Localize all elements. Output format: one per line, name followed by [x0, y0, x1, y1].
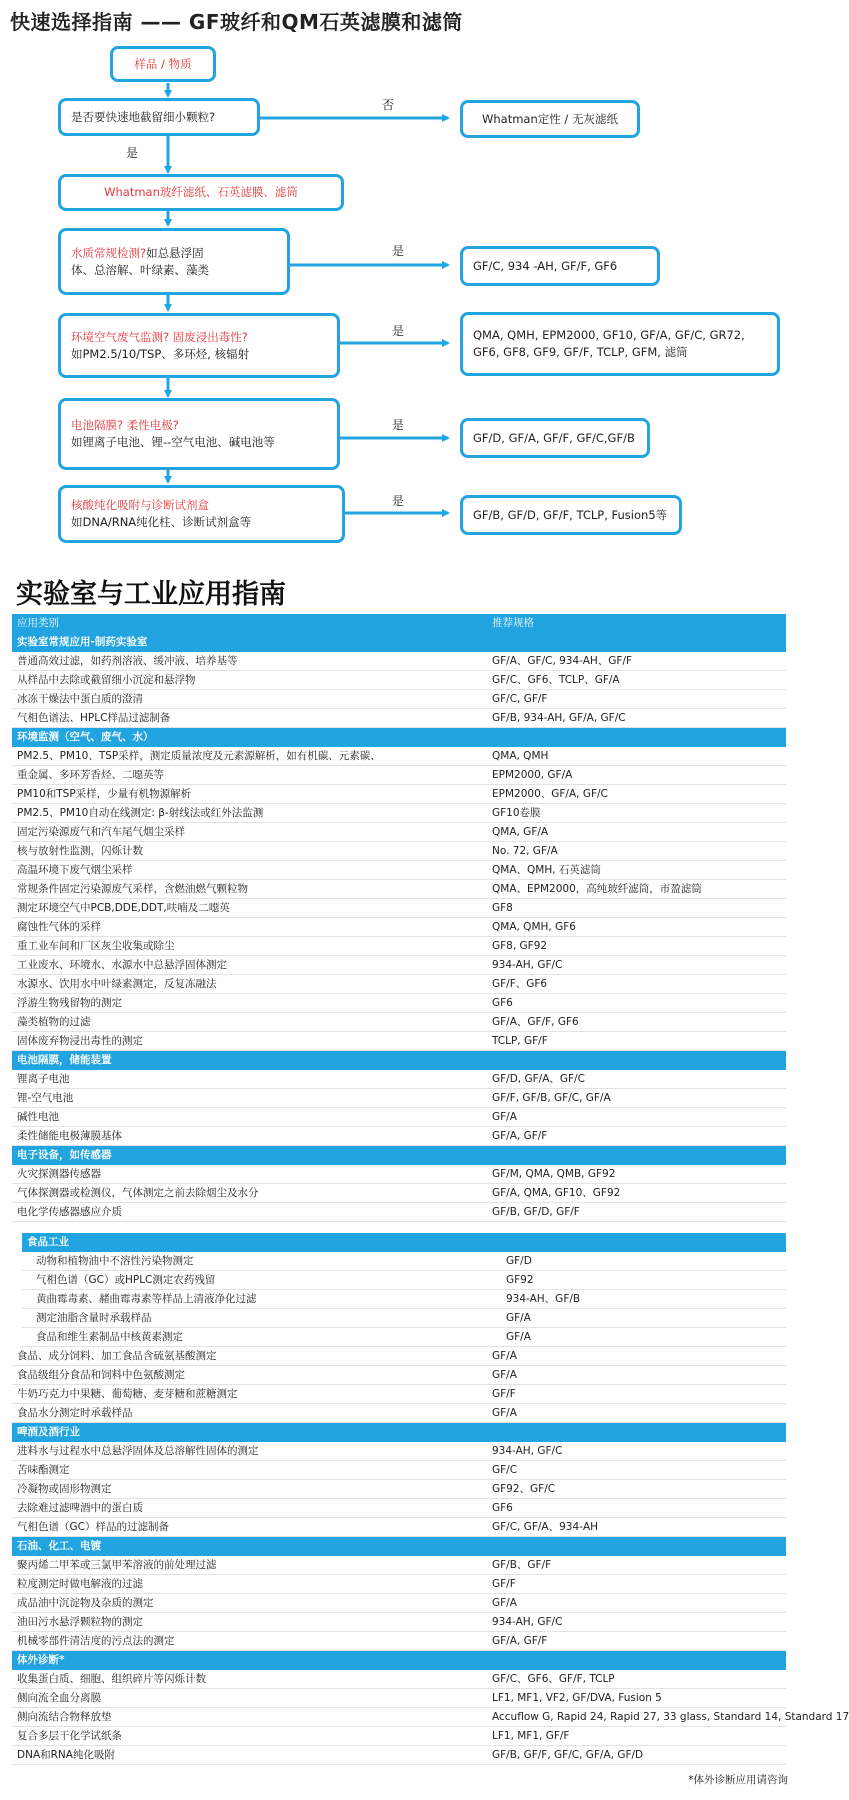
- no-result-label: Whatman定性 / 无灰滤纸: [482, 111, 618, 126]
- cell-spec: LF1, MF1, VF2, GF/DVA, Fusion 5: [492, 1692, 662, 1704]
- cell-application: 重金属、多环芳香烃、二噁英等: [17, 769, 164, 781]
- cell-spec: GF/B, GF/D, GF/F: [492, 1206, 580, 1218]
- table-row: [12, 785, 786, 804]
- cell-spec: GF/C、GF6、GF/F, TCLP: [492, 1673, 615, 1685]
- cell-application: 油田污水悬浮颗粒物的测定: [17, 1616, 143, 1628]
- cell-spec: GF/D: [506, 1255, 532, 1267]
- cell-application: 气体探测器或检测仪，气体测定之前去除烟尘及水分: [17, 1187, 259, 1199]
- section-title: 体外诊断*: [17, 1654, 65, 1666]
- cell-spec: 934-AH, GF/C: [492, 1616, 563, 1628]
- flowchart: [0, 40, 800, 560]
- table-row: [12, 1013, 786, 1032]
- yes-label-2: 是: [392, 324, 405, 338]
- table-row: [12, 1184, 786, 1203]
- guide-title: 实验室与工业应用指南: [16, 579, 286, 610]
- table-row: [12, 1203, 786, 1222]
- cell-spec: 934-AH、GF/B: [506, 1293, 581, 1305]
- table-row: [12, 709, 786, 728]
- cell-application: 固体废弃物浸出毒性的测定: [17, 1035, 143, 1047]
- cell-spec: EPM2000, GF/A: [492, 769, 573, 781]
- step-1-question: 水质常规检测?: [71, 245, 147, 260]
- section-header: [12, 1051, 786, 1070]
- section-title: 环境监测（空气、废气、水）: [17, 731, 154, 743]
- cell-application: 去除难过滤啤酒中的蛋白质: [17, 1502, 143, 1514]
- cell-application: 测定油脂含量时承载样品: [36, 1312, 152, 1324]
- cell-application: 食品级组分食品和饲料中色氨酸测定: [17, 1369, 185, 1381]
- cell-application: PM2.5、PM10自动在线测定: β-射线法或红外法监测: [17, 807, 264, 819]
- cell-spec: GF/B, 934-AH, GF/A, GF/C: [492, 712, 626, 724]
- table-row: [12, 1594, 786, 1613]
- table-row: [12, 690, 786, 709]
- section-title: 电池隔膜，储能装置: [17, 1054, 112, 1066]
- cell-spec: GF/F: [492, 1388, 516, 1400]
- step-1-detail-inline: 如总悬浮固: [146, 245, 204, 260]
- no-label: 否: [382, 98, 395, 112]
- cell-spec: QMA、EPM2000，高纯玻纤滤筒，市盈滤筒: [492, 883, 702, 895]
- section-title: 实验室常规应用-制药实验室: [17, 636, 148, 648]
- cell-application: 粒度测定时做电解液的过滤: [17, 1578, 143, 1590]
- table-row: [12, 1385, 786, 1404]
- cell-application: 工业废水、环境水、水源水中总悬浮固体测定: [17, 959, 227, 971]
- cell-spec: 934-AH, GF/C: [492, 1445, 563, 1457]
- cell-application: 动物和植物油中不溶性污染物测定: [36, 1255, 194, 1267]
- cell-application: 核与放射性监测，闪烁计数: [17, 845, 143, 857]
- table-row: [12, 1070, 786, 1089]
- footnote: *体外诊断应用请咨询: [688, 1774, 788, 1786]
- table-row: [12, 747, 786, 766]
- cell-application: 从样品中去除或截留细小沉淀和悬浮物: [17, 674, 196, 686]
- result-1: GF/C, 934 -AH, GF/F, GF6: [473, 258, 618, 273]
- section-title: 电子设备，如传感器: [17, 1149, 112, 1161]
- cell-spec: GF/A: [506, 1312, 531, 1324]
- cell-spec: QMA, GF/A: [492, 826, 549, 838]
- step-box-2: [58, 313, 340, 378]
- result-2: QMA, QMH, EPM2000, GF10, GF/A, GF/C, GR72, GF6, GF8, GF9, GF/F, TCLP, GFM, 滤筒: [473, 328, 745, 359]
- step-box-4: [58, 485, 345, 543]
- cell-spec: GF/C, GF/A、934-AH: [492, 1521, 599, 1533]
- cell-spec: GF8, GF92: [492, 940, 548, 952]
- result-box-3: [460, 418, 650, 458]
- section-header: [12, 728, 786, 747]
- start-label: 样品 / 物质: [134, 56, 192, 71]
- table-row: [12, 1708, 849, 1727]
- step-2-question: 环境空气废气监测? 固废浸出毒性?: [71, 329, 248, 344]
- section-title: 食品工业: [27, 1236, 69, 1248]
- cell-application: 气相色谱（GC）样品的过滤制备: [17, 1521, 169, 1533]
- cell-application: 冷凝物或固形物测定: [17, 1483, 112, 1495]
- yes-label-1: 是: [392, 244, 405, 258]
- section-title: 石油、化工、电镀: [17, 1540, 101, 1552]
- table-body-b: [22, 1233, 786, 1347]
- cell-spec: GF92、GF/C: [492, 1483, 556, 1495]
- table-row: [12, 899, 786, 918]
- cell-application: 食品水分测定时承载样品: [17, 1407, 133, 1419]
- cell-application: 柔性储能电极薄膜基体: [17, 1130, 122, 1142]
- table-row: [12, 880, 786, 899]
- flowchart-title: 快速选择指南 —— GF玻纤和QM石英滤膜和滤筒: [10, 10, 463, 34]
- cell-application: 常规条件固定污染源废气采样，含燃油燃气颗粒物: [17, 883, 248, 895]
- cell-application: 苦味酯测定: [17, 1464, 70, 1476]
- table-row: [12, 1746, 786, 1765]
- table-row: [12, 1366, 786, 1385]
- cell-application: 藻类植物的过滤: [17, 1016, 91, 1028]
- yes-label-4: 是: [392, 494, 405, 508]
- cell-spec: Accuflow G, Rapid 24, Rapid 27, 33 glass, Standard 14, Standard 17: [492, 1711, 849, 1723]
- cell-application: 固定污染源废气和汽车尾气烟尘采样: [17, 826, 185, 838]
- cell-application: 浮游生物残留物的测定: [17, 997, 122, 1009]
- cell-application: 腐蚀性气体的采样: [17, 921, 101, 933]
- cell-application: 重工业车间和厂区灰尘收集或除尘: [17, 940, 175, 952]
- table-row: [12, 1442, 786, 1461]
- result-box-1: [460, 246, 660, 286]
- table-row: [12, 994, 786, 1013]
- step-box-3: [58, 398, 340, 470]
- table-row: [12, 842, 786, 861]
- table-row: [12, 918, 786, 937]
- table-row: [12, 1689, 786, 1708]
- cell-spec: GF6: [492, 997, 513, 1009]
- cell-spec: QMA, QMH, GF6: [492, 921, 576, 933]
- section-header: [12, 1423, 786, 1442]
- table-row: [12, 1480, 786, 1499]
- section-header: [12, 633, 786, 652]
- result-4: GF/B, GF/D, GF/F, TCLP, Fusion5等: [473, 507, 668, 522]
- section-header: [12, 1146, 786, 1165]
- step-2-detail: 如PM2.5/10/TSP、多环烃, 核辐射: [71, 346, 250, 361]
- cell-application: 食品、成分饲料、加工食品含硫氨基酸测定: [17, 1350, 217, 1362]
- table-row: [12, 1108, 786, 1127]
- start-box: [110, 46, 216, 82]
- cell-spec: GF/M, QMA, QMB, GF92: [492, 1168, 616, 1180]
- yes-label-main: 是: [126, 146, 139, 160]
- cell-spec: GF/A: [492, 1111, 517, 1123]
- cell-spec: GF/F: [492, 1578, 516, 1590]
- guide-table-c: [12, 1347, 849, 1765]
- cell-spec: GF/A, GF/F: [492, 1130, 548, 1142]
- main-box: [58, 174, 344, 211]
- main-label: Whatman玻纤滤纸、石英滤膜、滤筒: [104, 185, 298, 199]
- table-row: [12, 975, 786, 994]
- table-body-c: [12, 1347, 849, 1765]
- cell-spec: GF/B, GF/F, GF/C, GF/A, GF/D: [492, 1749, 644, 1761]
- cell-spec: GF/C: [492, 1464, 518, 1476]
- cell-application: 高温环境下废气烟尘采样: [17, 864, 133, 876]
- cell-application: 机械零部件清洁度的污点法的测定: [17, 1635, 175, 1647]
- cell-application: 侧向流结合物释放垫: [17, 1711, 112, 1723]
- cell-application: 冰冻干燥法中蛋白质的澄清: [17, 693, 143, 705]
- table-row: [12, 1165, 786, 1184]
- cell-spec: GF6: [492, 1502, 513, 1514]
- guide-table-b: [22, 1233, 786, 1347]
- table-row: [12, 956, 786, 975]
- cell-application: 锂离子电池: [17, 1073, 70, 1085]
- cell-application: 收集蛋白质、细胞、组织碎片等闪烁计数: [17, 1673, 206, 1685]
- cell-application: 气相色谱法、HPLC样品过滤制备: [17, 712, 171, 724]
- cell-spec: GF92: [506, 1274, 534, 1286]
- table-row: [12, 804, 786, 823]
- cell-spec: GF/A: [492, 1369, 517, 1381]
- step-3-question: 电池隔膜? 柔性电极?: [71, 418, 179, 432]
- table-row: [12, 1727, 786, 1746]
- table-row: [22, 1290, 786, 1309]
- table-row: [12, 823, 786, 842]
- table-row: [12, 861, 786, 880]
- step-3-detail: 如锂离子电池、锂--空气电池、碱电池等: [71, 435, 275, 449]
- cell-spec: GF/A、GF/F, GF6: [492, 1016, 579, 1028]
- cell-application: DNA和RNA纯化吸附: [17, 1749, 115, 1761]
- table-row: [12, 766, 786, 785]
- cell-application: 聚丙烯二甲苯或三氯甲苯溶液的前处理过滤: [17, 1559, 217, 1571]
- cell-application: 电化学传感器感应介质: [17, 1206, 122, 1218]
- cell-application: 气相色谱（GC）或HPLC测定农药残留: [36, 1274, 216, 1286]
- cell-spec: LF1, MF1, GF/F: [492, 1730, 570, 1742]
- cell-spec: GF/A、GF/C, 934-AH、GF/F: [492, 655, 633, 667]
- table-row: [12, 1404, 786, 1423]
- cell-spec: GF/A: [492, 1597, 517, 1609]
- result-box-2: [460, 312, 780, 376]
- guide-table-a: [12, 614, 786, 1222]
- cell-spec: GF/D, GF/A、GF/C: [492, 1073, 585, 1085]
- cell-application: 复合多层干化学试纸条: [17, 1730, 122, 1742]
- section-header: [12, 1537, 786, 1556]
- cell-application: 碱性电池: [17, 1111, 59, 1123]
- cell-application: 成品油中沉淀物及杂质的测定: [17, 1597, 154, 1609]
- no-result-box: [460, 100, 640, 138]
- table-row: [12, 1632, 786, 1651]
- step-4-detail: 如DNA/RNA纯化柱、诊断试剂盒等: [71, 515, 252, 529]
- cell-application: 火灾探测器传感器: [17, 1168, 101, 1180]
- cell-spec: GF10卷膜: [492, 807, 541, 819]
- cell-application: 锂-空气电池: [17, 1092, 74, 1104]
- cell-application: 普通高效过滤，如药剂溶液、缓冲液、培养基等: [17, 655, 238, 667]
- cell-spec: GF/A: [492, 1350, 517, 1362]
- table-row: [12, 1499, 786, 1518]
- table-row: [12, 1089, 786, 1108]
- question-1-label: 是否要快速地截留细小颗粒?: [71, 109, 216, 124]
- cell-spec: QMA, QMH: [492, 750, 549, 762]
- table-row: [12, 1613, 786, 1632]
- table-row: [12, 1347, 786, 1366]
- table-row: [12, 652, 786, 671]
- cell-application: 进料水与过程水中总悬浮固体及总溶解性固体的测定: [17, 1445, 259, 1457]
- cell-application: PM2.5、PM10、TSP采样，测定质量浓度及元素源解析，如有机碳、元素碳、: [17, 750, 381, 762]
- table-row: [22, 1309, 786, 1328]
- cell-application: 食品和维生素制品中核黄素测定: [36, 1331, 183, 1343]
- section-title: 啤酒及酒行业: [17, 1426, 80, 1438]
- yes-label-3: 是: [392, 418, 405, 432]
- cell-spec: GF/A, QMA, GF10、GF92: [492, 1187, 621, 1199]
- table-row: [12, 1556, 786, 1575]
- cell-spec: GF/C, GF/F: [492, 693, 548, 705]
- cell-application: 水源水、饮用水中叶绿素测定，反复冻融法: [17, 978, 217, 990]
- cell-application: 黄曲霉毒素、赭曲霉毒素等样品上清液净化过滤: [36, 1293, 257, 1305]
- cell-spec: 934-AH, GF/C: [492, 959, 563, 971]
- result-box-4: [460, 495, 682, 535]
- table-row: [22, 1271, 786, 1290]
- cell-application: PM10和TSP采样，少量有机物源解析: [17, 788, 192, 800]
- section-header: [22, 1233, 786, 1252]
- table-row: [12, 1670, 786, 1689]
- cell-spec: QMA、QMH, 石英滤筒: [492, 864, 601, 876]
- cell-spec: GF/A: [506, 1331, 531, 1343]
- table-row: [12, 1127, 786, 1146]
- cell-spec: No. 72, GF/A: [492, 845, 558, 857]
- table-row: [12, 1032, 786, 1051]
- step-4-question: 核酸纯化吸附与诊断试剂盒: [71, 498, 209, 512]
- cell-spec: GF/F, GF/B, GF/C, GF/A: [492, 1092, 611, 1104]
- cell-spec: GF8: [492, 902, 513, 914]
- cell-application: 测定环境空气中PCB,DDE,DDT,呋喃及二噁英: [17, 902, 230, 914]
- table-row: [22, 1328, 786, 1347]
- cell-spec: GF/B、GF/F: [492, 1559, 552, 1571]
- cell-spec: EPM2000、GF/A, GF/C: [492, 788, 608, 800]
- table-body-a: [12, 633, 786, 1222]
- step-box-1: [58, 228, 290, 295]
- table-row: [12, 671, 786, 690]
- table-row: [22, 1252, 786, 1271]
- cell-spec: GF/F、GF6: [492, 978, 548, 990]
- question-box-1: [58, 98, 260, 136]
- cell-spec: GF/A, GF/F: [492, 1635, 548, 1647]
- step-1-detail: 体、总溶解、叶绿素、藻类: [71, 262, 209, 277]
- header-col-spec: 推荐规格: [492, 617, 534, 629]
- cell-application: 侧向流全血分离膜: [17, 1692, 101, 1704]
- table-row: [12, 1575, 786, 1594]
- cell-spec: GF/A: [492, 1407, 517, 1419]
- section-header: [12, 1651, 786, 1670]
- table-row: [12, 937, 786, 956]
- cell-application: 牛奶巧克力中果糖、葡萄糖、麦芽糖和蔗糖测定: [17, 1388, 238, 1400]
- cell-spec: TCLP, GF/F: [492, 1035, 548, 1047]
- table-row: [12, 1518, 786, 1537]
- table-row: [12, 1461, 786, 1480]
- cell-spec: GF/C、GF6、TCLP、GF/A: [492, 674, 620, 686]
- table-header: [12, 614, 786, 633]
- header-col-category: 应用类别: [17, 617, 59, 629]
- result-3: GF/D, GF/A, GF/F, GF/C,GF/B: [473, 430, 635, 445]
